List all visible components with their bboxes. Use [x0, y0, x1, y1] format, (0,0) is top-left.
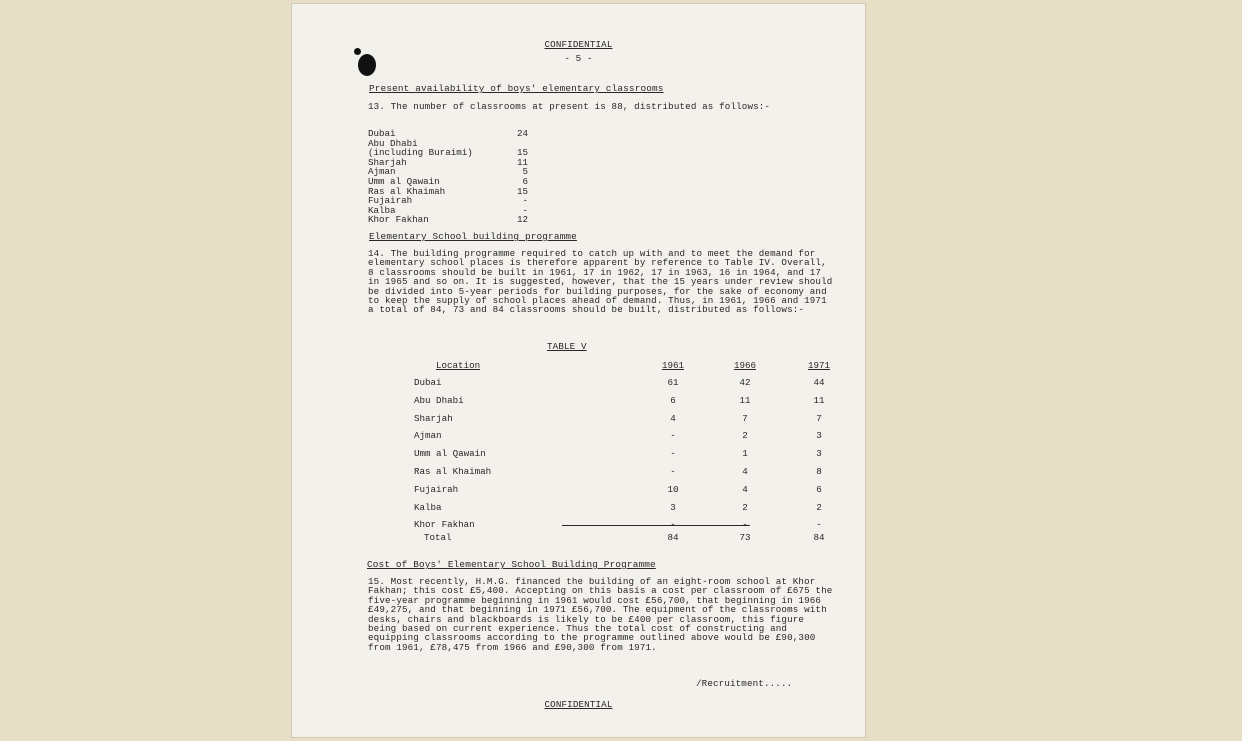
list-item-count: 15 [516, 185, 528, 197]
table-title: TABLE V [547, 341, 587, 352]
list-item-location: Umm al Qawain [368, 176, 440, 187]
paragraph-14: 14. The building programme required to catch up with and to meet the demand for elementary school places is therefore apparent by reference to Table IV. Overall, 8 classrooms should be built in 1961, 17 in 1962, 17 in 1963, 16 in 1964, and 17 in 1965 and so on. It is suggested, however, that the 15 years under review should be divided into 5-year periods for building purposes, for the sake of economy and to keep the supply of school places ahead of demand. Thus, in 1961, 1966 and 1971 a total of 84, 73 and 84 classrooms should be built, distributed as follows:- [368, 248, 833, 316]
list-item-count: 15 [516, 147, 528, 159]
list-item [368, 177, 538, 186]
table-header-row [414, 360, 831, 372]
list-item [368, 215, 538, 224]
header-classification: CONFIDENTIAL [544, 39, 613, 50]
table-row [414, 483, 822, 496]
list-item-location: Fujairah [368, 195, 413, 207]
table-cell-location: Ajman [414, 430, 442, 442]
list-item-count: 24 [516, 128, 528, 139]
section-heading-building: Elementary School building programme [369, 231, 577, 242]
table-cell-1966: 11 [739, 394, 751, 406]
list-item-count: 5 [522, 166, 528, 178]
table-cell-1961: 4 [670, 412, 676, 424]
table-cell-1966: 4 [742, 466, 748, 477]
list-item-location: Abu Dhabi [368, 137, 418, 149]
table-cell-1966: 1 [742, 448, 748, 460]
table-cell-location: Sharjah [414, 412, 453, 424]
list-item-location: Kalba [368, 204, 396, 216]
table-row [414, 412, 822, 425]
table-cell-1971: 3 [816, 430, 822, 442]
table-cell-location: Dubai [414, 377, 442, 388]
paragraph-15: 15. Most recently, H.M.G. financed the building of an eight-room school at Khor Fakhan; this cost £5,400. Accepting on this basis a cost per classroom of £675 the five-year programme beginning in 1961 would cost £56,700, that beginning in 1966 £49,275, and that beginning in 1971 £56,700. The equipment of the classrooms with desks, chairs and blackboards is likely to be £400 per classroom, this figure being based on current experience. Thus the total cost of constructing and equipping classrooms according to the programme outlined above would be £90,300 from 1961, £78,475 from 1966 and £90,300 from 1971. [368, 576, 833, 653]
table-row [414, 466, 822, 478]
table-total-1966: 73 [739, 532, 751, 543]
table-cell-1971: 8 [816, 466, 822, 477]
table-total-label: Total [424, 532, 452, 543]
list-item-count: - [522, 204, 528, 216]
table-cell-1971: 6 [816, 483, 822, 495]
table-cell-location: Umm al Qawain [414, 448, 486, 460]
section-heading-availability: Present availability of boys' elementary classrooms [369, 83, 664, 94]
list-item-count: 6 [522, 176, 528, 187]
section-heading-cost: Cost of Boys' Elementary School Building Programme [367, 559, 656, 570]
table-cell-1966: 2 [742, 501, 748, 513]
table-row [414, 394, 825, 407]
table-cell-1961: 61 [667, 377, 679, 388]
table-cell-location: Abu Dhabi [414, 394, 464, 406]
table-cell-1971: 7 [816, 412, 822, 424]
table-cell-location: Ras al Khaimah [414, 466, 492, 477]
table-cell-location: Kalba [414, 501, 442, 513]
table-total-row [414, 532, 825, 544]
list-item-location: Sharjah [368, 156, 407, 168]
table-cell-1971: - [816, 519, 822, 531]
table-cell-1971: 11 [813, 394, 825, 406]
catchword: /Recruitment..... [696, 678, 793, 689]
table-cell-1966: 2 [742, 430, 748, 442]
table-header-1966: 1966 [733, 360, 757, 371]
table-cell-1961: 10 [667, 483, 679, 495]
table-row [414, 448, 822, 460]
table-row [414, 377, 825, 389]
table-cell-1966: 7 [742, 412, 748, 424]
table-cell-1961: 6 [670, 394, 676, 406]
footer-classification: CONFIDENTIAL [544, 699, 613, 710]
paragraph-13: 13. The number of classrooms at present is 88, distributed as follows:- [368, 101, 771, 112]
table-cell-location: Fujairah [414, 483, 459, 495]
page-number: - 5 - [564, 53, 593, 64]
total-rule [562, 525, 750, 526]
table-cell-1966: 42 [739, 377, 751, 388]
document-page [292, 4, 865, 737]
table-cell-1961: - [670, 466, 676, 477]
list-item [368, 148, 538, 157]
table-cell-1961: 3 [670, 501, 676, 513]
table-row [414, 501, 822, 514]
list-item-location: Dubai [368, 128, 396, 139]
list-item [368, 129, 538, 138]
list-item-location: (including Buraimi) [368, 147, 473, 159]
table-cell-1961: - [670, 448, 676, 460]
table-header-1971: 1971 [807, 360, 831, 371]
table-cell-1971: 44 [813, 377, 825, 388]
table-cell-1971: 2 [816, 501, 822, 513]
table-header-location: Location [436, 360, 481, 371]
table-total-1961: 84 [667, 532, 679, 543]
table-cell-1971: 3 [816, 448, 822, 460]
table-cell-1961: - [670, 430, 676, 442]
list-item-location: Ajman [368, 166, 396, 178]
table-header-1961: 1961 [661, 360, 685, 371]
table-cell-location: Khor Fakhan [414, 519, 475, 531]
list-item-count: - [522, 195, 528, 207]
list-item-location: Khor Fakhan [368, 214, 429, 226]
table-cell-1966: 4 [742, 483, 748, 495]
list-item-count: 12 [516, 214, 528, 226]
list-item-location: Ras al Khaimah [368, 185, 446, 197]
table-total-1971: 84 [813, 532, 825, 543]
list-item [368, 196, 538, 205]
table-row [414, 430, 822, 442]
list-item-count: 11 [516, 156, 528, 168]
